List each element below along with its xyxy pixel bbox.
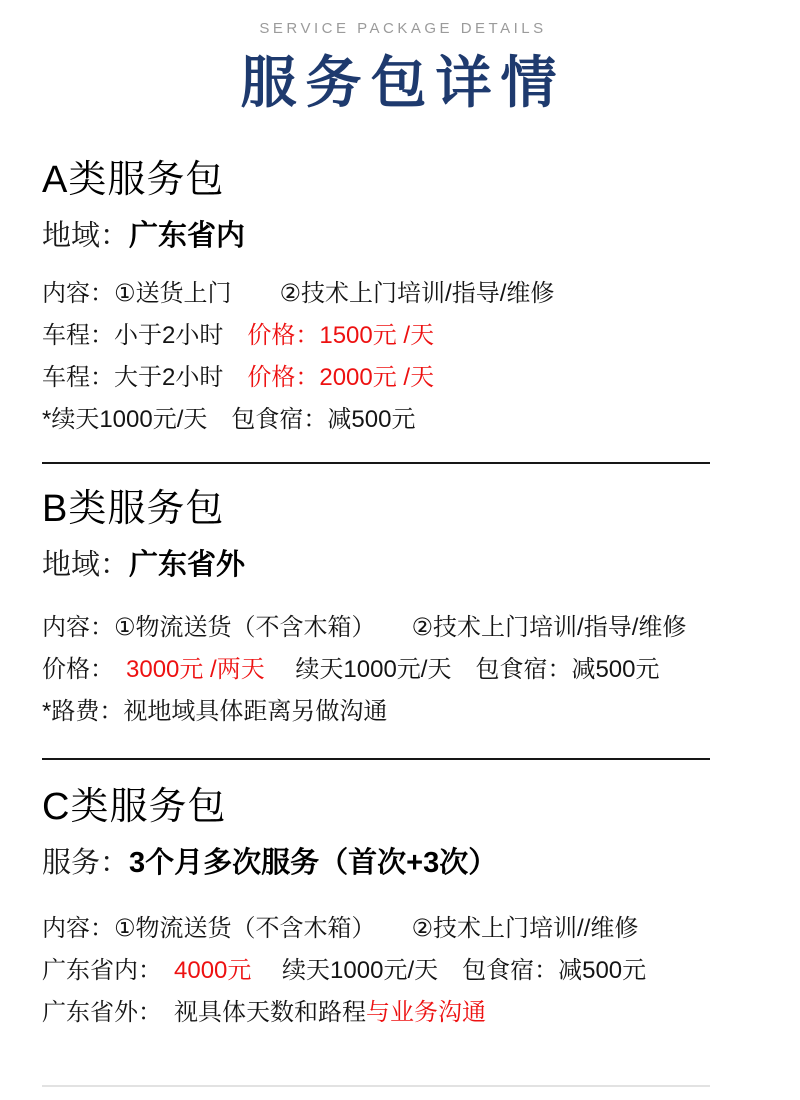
detail-line (42, 658, 764, 682)
package-heading: B类服务包 (42, 487, 225, 530)
package-section-b (42, 488, 764, 760)
subheading-value: 广东省外 (129, 548, 246, 581)
package-lines (42, 279, 764, 433)
detail-line (42, 998, 764, 1026)
price-highlight: 价格：1500元 /天 (247, 321, 435, 349)
text-segment: 内容：①送货上门 ②技术上门培训/指导/维修 (42, 279, 555, 307)
package-subheading (42, 846, 764, 881)
eyebrow-text: SERVICE PACKAGE DETAILS (259, 20, 547, 37)
section-divider-light (42, 1085, 710, 1087)
price-highlight: 4000元 (174, 956, 252, 984)
package-lines (42, 616, 764, 724)
package-section-a (42, 159, 764, 463)
price-highlight: 与业务沟通 (366, 998, 486, 1026)
detail-line (42, 700, 764, 724)
text-segment: 内容：①物流送货（不含木箱） ②技术上门培训//维修 (42, 914, 639, 942)
text-segment: *路费：视地域具体距离另做沟通 (42, 698, 388, 726)
text-segment: 续天1000元/天 包食宿：减500元 (264, 656, 660, 684)
text-segment: *续天1000元/天 包食宿：减500元 (42, 405, 416, 433)
text-segment: 车程：小于2小时 (42, 321, 248, 349)
text-segment: 续天1000元/天 包食宿：减500元 (251, 956, 647, 984)
sections-container (42, 159, 764, 1086)
page-title: 服务包详情 (240, 51, 566, 114)
section-divider-dark (42, 462, 710, 464)
text-segment: 价格： (42, 656, 126, 684)
package-heading: A类服务包 (42, 159, 225, 202)
price-highlight: 3000元 /两天 (126, 656, 265, 684)
package-section-c (42, 786, 764, 1086)
detail-line (42, 321, 764, 349)
detail-line (42, 914, 764, 942)
subheading-value: 3个月多次服务（首次+3次） (129, 847, 498, 880)
detail-line (42, 616, 764, 640)
detail-line (42, 405, 764, 433)
detail-line (42, 279, 764, 307)
text-segment: 广东省外： 视具体天数和路程 (42, 998, 366, 1026)
package-lines (42, 914, 764, 1026)
subheading-label: 服务： (42, 847, 130, 880)
subheading-value: 广东省内 (129, 220, 246, 253)
text-segment: 车程：大于2小时 (42, 363, 248, 391)
package-subheading (42, 548, 764, 583)
package-subheading (42, 219, 764, 254)
detail-line (42, 956, 764, 984)
price-highlight: 价格：2000元 /天 (247, 363, 435, 391)
section-divider-dark (42, 758, 710, 760)
package-heading: C类服务包 (42, 786, 227, 829)
text-segment: 内容：①物流送货（不含木箱） ②技术上门培训/指导/维修 (42, 614, 687, 642)
subheading-label: 地域： (42, 220, 130, 253)
detail-line (42, 363, 764, 391)
subheading-label: 地域： (42, 548, 130, 581)
text-segment: 广东省内： (42, 956, 174, 984)
